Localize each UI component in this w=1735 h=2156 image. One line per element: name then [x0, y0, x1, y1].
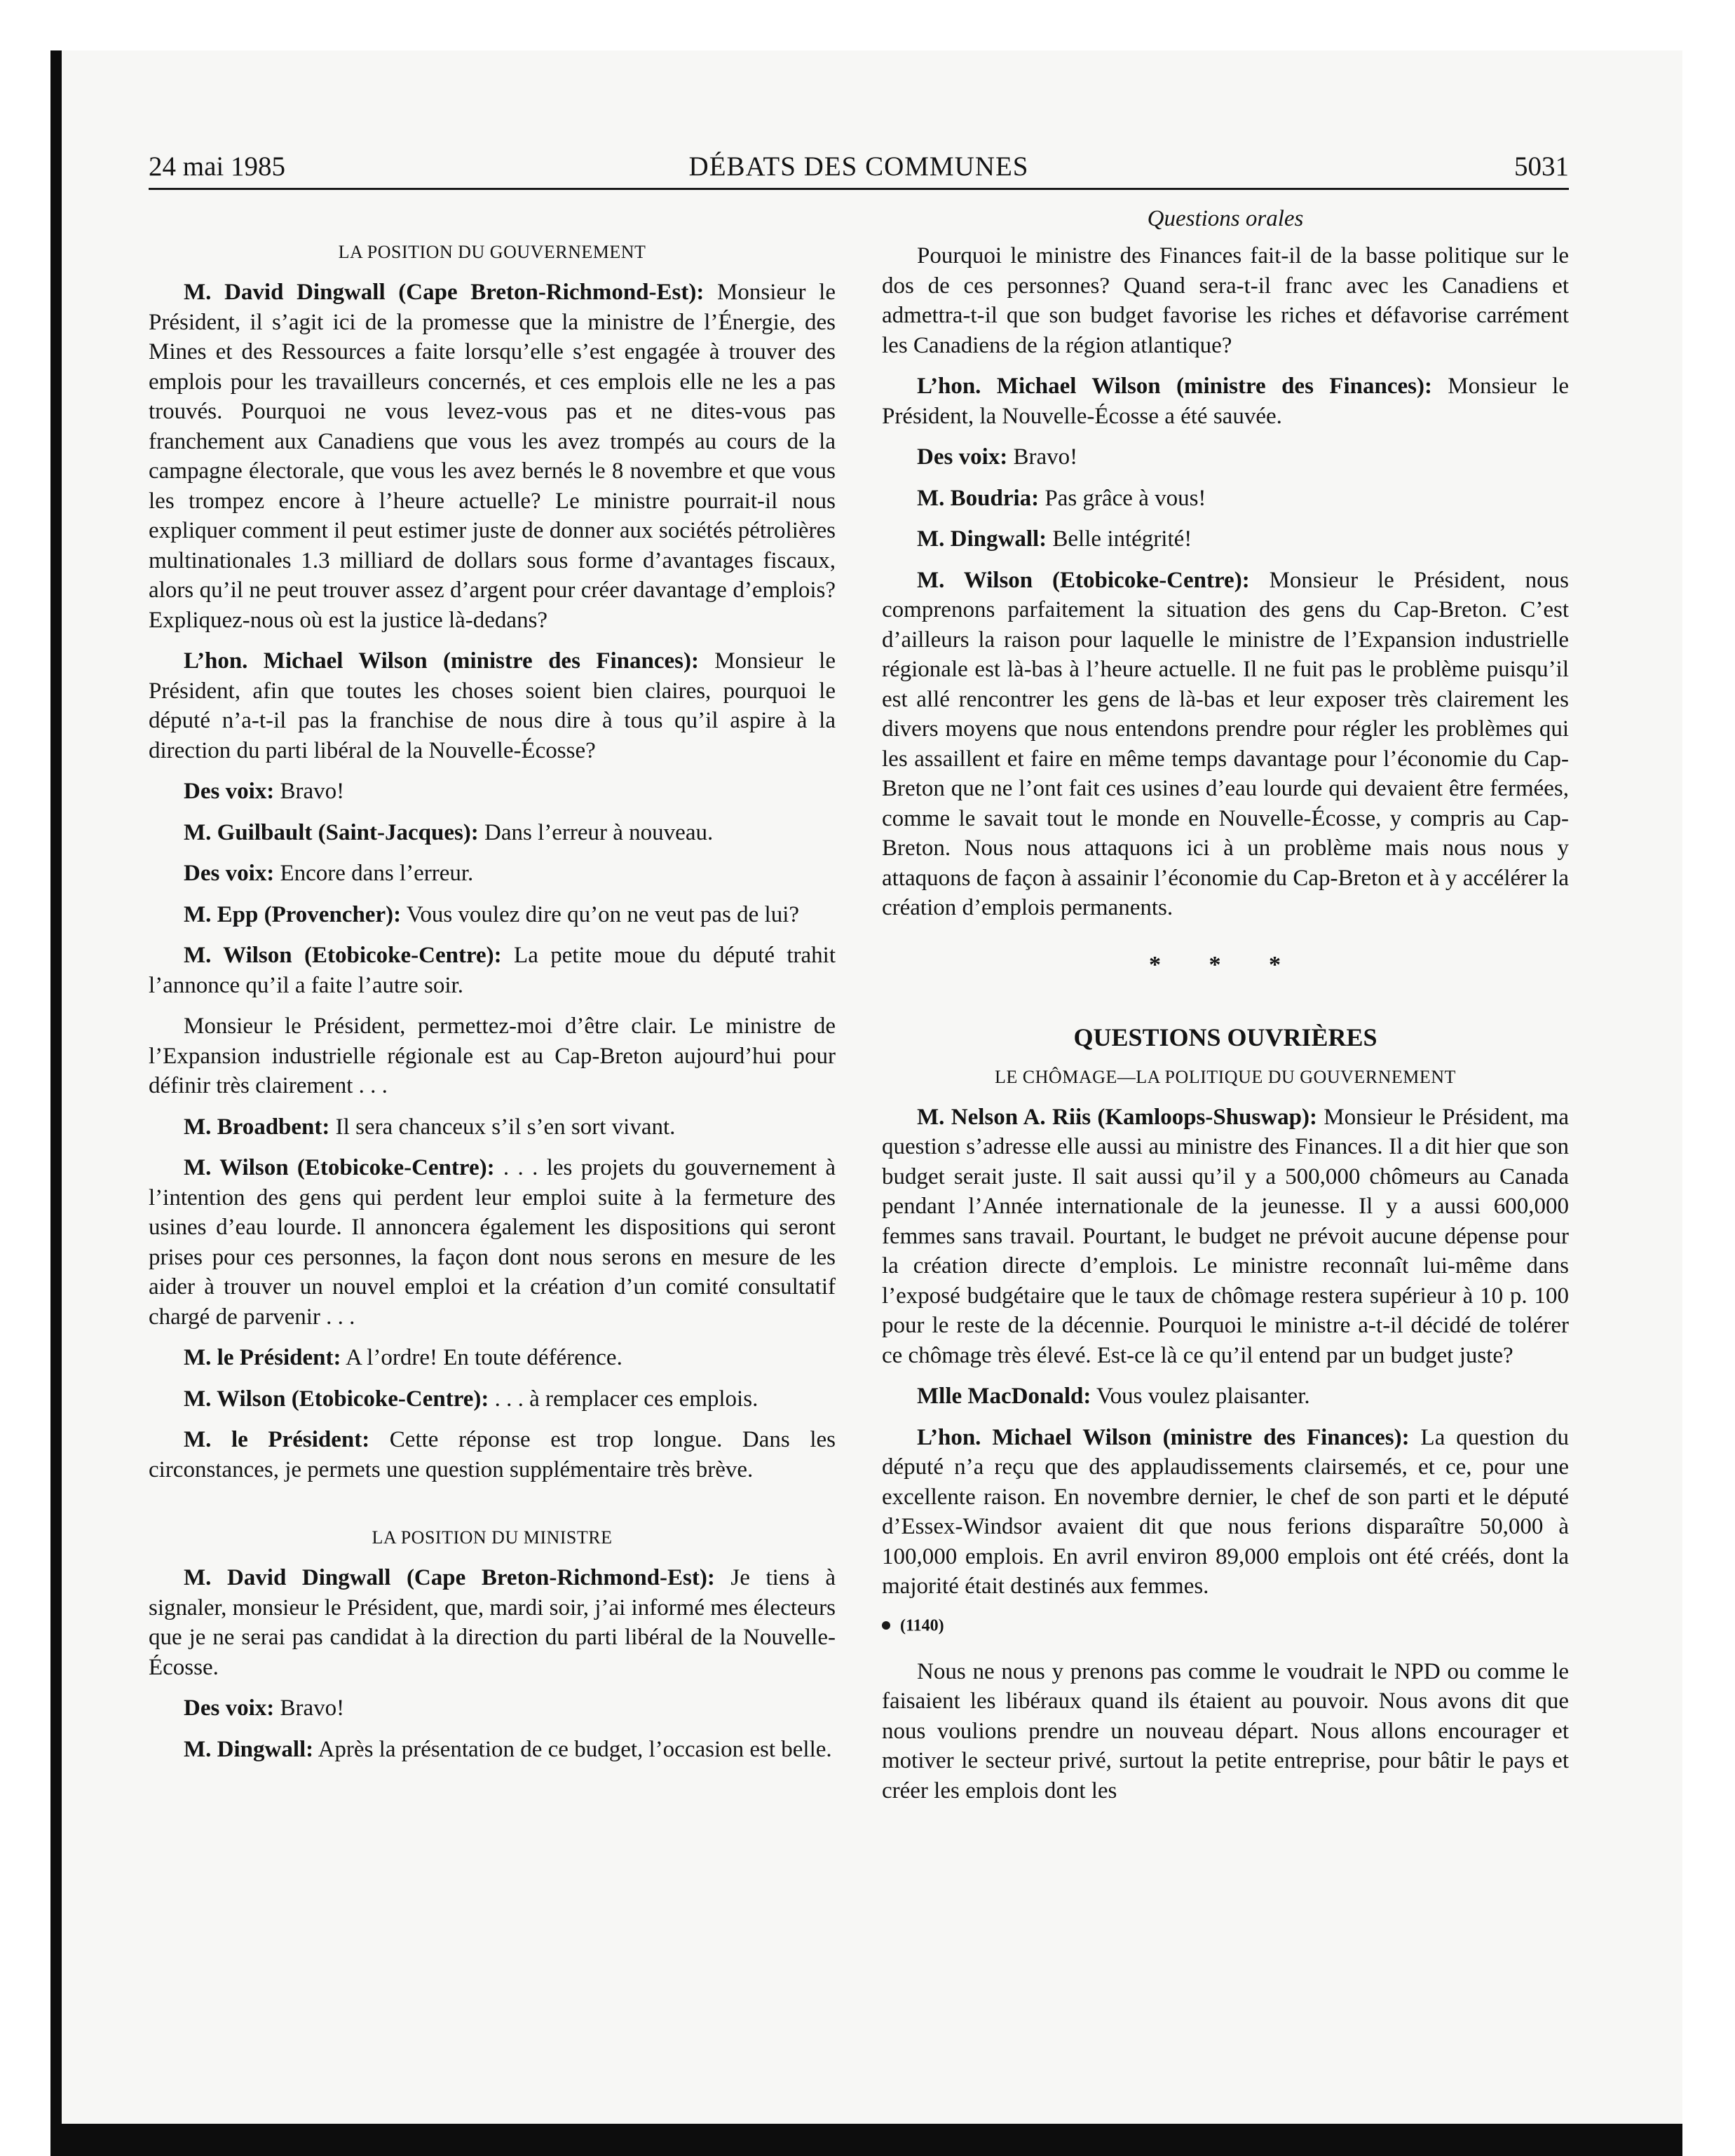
- time-marker-code: (1140): [900, 1616, 944, 1635]
- right-speeches-group-2: [882, 1103, 1569, 1602]
- speech-paragraph: [882, 524, 1569, 554]
- speaker-name: M. Nelson A. Riis (Kamloops-Shuswap):: [917, 1104, 1317, 1130]
- speaker-name: M. le Président:: [184, 1345, 341, 1370]
- speech-paragraph: [149, 646, 836, 765]
- speech-paragraph: [882, 1657, 1569, 1806]
- right-column: [882, 203, 1569, 1817]
- speech-text: La question du député n’a reçu que des applaudissements clairsemés, et ce, pour une excellente raison. En novembre dernier, le chef de son parti et le député d’Essex-Windsor avaient dit que nous ferions disparaître 50,000 à 100,000 emplois. En avril environ 89,000 emplois ont été créés, dont la majorité était destinés aux femmes.: [882, 1424, 1569, 1599]
- left-speeches-group-2: [149, 1563, 836, 1764]
- speech-text: Monsieur le Président, la Nouvelle-Écosse a été sauvée.: [882, 374, 1569, 429]
- speech-paragraph: [882, 442, 1569, 472]
- speaker-name: M. Boudria:: [917, 485, 1040, 511]
- speaker-name: M. Guilbault (Saint-Jacques):: [184, 819, 479, 845]
- speech-paragraph: [882, 1103, 1569, 1371]
- speech-paragraph: [149, 1735, 836, 1765]
- speech-text: Je tiens à signaler, monsieur le Président, que, mardi soir, j’ai informé mes électeurs que je ne serai pas candidat à la direction du parti libéral de la Nouvelle-Écosse.: [149, 1565, 836, 1680]
- section-separator-stars: * * *: [1149, 951, 1302, 978]
- section-title-questions-ouvrieres: QUESTIONS OUVRIÈRES: [1073, 1023, 1377, 1051]
- page-header: [149, 149, 1569, 190]
- speaker-name: Des voix:: [184, 861, 275, 886]
- speaker-name: M. le Président:: [184, 1427, 370, 1452]
- header-page-number: 5031: [1514, 151, 1569, 182]
- header-date: 24 mai 1985: [149, 151, 285, 182]
- speech-paragraph: [149, 859, 836, 889]
- speech-text: Monsieur le Président, permettez-moi d’être clair. Le ministre de l’Expansion industrielle régionale est au Cap-Breton aujourd’hui pour définir très clairement . . .: [149, 1014, 836, 1098]
- right-speeches-group-3: [882, 1657, 1569, 1806]
- speech-paragraph: [149, 278, 836, 635]
- speech-text: Monsieur le Président, il s’agit ici de la promesse que la ministre de l’Énergie, des Mines et des Ressources a faite lorsqu’elle s’est engagée à trouver des emplois pour les travailleurs concernés, et ces emplois elle ne les a pas trouvés. Pourquoi ne vous levez-vous pas et ne dites-vous pas franchement aux Canadiens que vous les avez trompés au cours de la campagne électorale, que vous les avez bernés le 8 novembre et que vous les trompez encore à l’heure actuelle? Le ministre pourrait-il nous expliquer comment il peut estimer juste de donner aux sociétés pétrolières multinationales 1.3 milliard de dollars sous forme d’avantages fiscaux, alors qu’il ne peut trouver assez d’argent pour créer davantage d’emplois? Expliquez-nous où est la justice là-dedans?: [149, 280, 836, 633]
- subhead-position-ministre: LA POSITION DU MINISTRE: [372, 1527, 613, 1548]
- speech-text: . . . les projets du gouvernement à l’intention des gens qui perdent leur emploi suite à la fermeture des usines d’eau lourde. Il annoncera également les dispositions qui seront prises pour ces personnes, la façon dont nous serons en mesure de les aider à trouver un nouvel emploi et la création d’un comité consultatif chargé de parvenir . . .: [149, 1155, 836, 1330]
- left-column: [149, 203, 836, 1775]
- speaker-name: M. David Dingwall (Cape Breton-Richmond-Est):: [184, 280, 705, 305]
- speech-text: La petite moue du député trahit l’annonce qu’il a faite l’autre soir.: [149, 943, 836, 998]
- speaker-name: M. Wilson (Etobicoke-Centre):: [184, 943, 502, 968]
- speech-text: Monsieur le Président, ma question s’adresse elle aussi au ministre des Finances. Il a dit hier que son budget serait juste. Il sait aussi qu’il y a 500,000 chômeurs au Canada pendant l’Année internationale de la jeunesse. Il y a aussi 600,000 femmes sans travail. Pourtant, le budget ne prévoit aucune dépense pour la création directe d’emplois. Le ministre reconnaît lui-même dans l’exposé budgétaire que le taux de chômage restera supérieur à 10 p. 100 pour le reste de la décennie. Pourquoi le ministre a-t-il décidé de tolérer ce chômage très élevé. Est-ce là ce qu’il entend par un budget juste?: [882, 1104, 1570, 1368]
- speaker-name: M. Wilson (Etobicoke-Centre):: [917, 567, 1250, 593]
- speech-text: . . . à remplacer ces emplois.: [489, 1386, 758, 1412]
- right-speeches-group-1: [882, 241, 1569, 923]
- scan-bottom-border: [50, 2124, 1682, 2156]
- speech-paragraph: [149, 1384, 836, 1414]
- speaker-name: Mlle MacDonald:: [917, 1384, 1091, 1409]
- speaker-name: M. Broadbent:: [184, 1114, 330, 1140]
- speech-text: Encore dans l’erreur.: [274, 861, 474, 886]
- speaker-name: M. Epp (Provencher):: [184, 901, 402, 927]
- speaker-name: Des voix:: [184, 779, 275, 804]
- subhead-chomage: LE CHÔMAGE—LA POLITIQUE DU GOUVERNEMENT: [995, 1066, 1456, 1087]
- speech-text: Pourquoi le ministre des Finances fait-il de la basse politique sur le dos de ces personnes? Quand sera-t-il franc avec les Canadiens et admettra-t-il que son budget favorise les riches et défavorise carrément les Canadiens de la région atlantique?: [882, 243, 1569, 358]
- speech-text: Nous ne nous y prenons pas comme le voudrait le NPD ou comme le faisaient les libéraux quand ils étaient au pouvoir. Nous avons dit que nous voulions prendre un nouveau départ. Nous allons encourager et motiver le secteur privé, surtout la petite entreprise, pour bâtir le pays et créer les emplois dont les: [882, 1658, 1569, 1803]
- time-marker: [882, 1614, 1569, 1636]
- speech-paragraph: [149, 1693, 836, 1724]
- speaker-name: M. Wilson (Etobicoke-Centre):: [184, 1386, 489, 1412]
- speech-text: Cette réponse est trop longue. Dans les circonstances, je permets une question supplémentaire très brève.: [149, 1427, 836, 1482]
- speech-text: Bravo!: [274, 779, 345, 804]
- speech-text: Après la présentation de ce budget, l’occasion est belle.: [313, 1736, 832, 1762]
- speech-text: A l’ordre! En toute déférence.: [341, 1345, 622, 1370]
- speech-paragraph: [149, 1425, 836, 1485]
- column-label-questions-orales: Questions orales: [1147, 206, 1304, 231]
- speech-paragraph: [882, 241, 1569, 360]
- speaker-name: M. David Dingwall (Cape Breton-Richmond-Est):: [184, 1565, 715, 1590]
- speech-text: Il sera chanceux s’il s’en sort vivant.: [329, 1114, 676, 1140]
- speech-text: Belle intégrité!: [1047, 526, 1192, 552]
- speech-paragraph: [882, 566, 1569, 923]
- bullet-icon: [882, 1621, 890, 1630]
- speech-text: Dans l’erreur à nouveau.: [478, 819, 714, 845]
- speech-paragraph: [149, 1343, 836, 1373]
- header-journal-title: DÉBATS DES COMMUNES: [688, 151, 1029, 182]
- scan-left-border: [50, 50, 62, 2127]
- speech-paragraph: [149, 1563, 836, 1682]
- speech-paragraph: [882, 1423, 1569, 1602]
- left-speeches-group-1: [149, 278, 836, 1485]
- subhead-position-gouvernement: LA POSITION DU GOUVERNEMENT: [338, 242, 646, 262]
- speech-text: Pas grâce à vous!: [1039, 485, 1206, 511]
- speech-paragraph: [149, 1011, 836, 1101]
- speech-text: Monsieur le Président, nous comprenons parfaitement la situation des gens du Cap-Breton. C’est d’ailleurs la raison pour laquelle le ministre de l’Expansion industrielle régionale est là-bas à l’heure actuelle. Il ne fuit pas le problème puisqu’il est allé rencontrer les gens de là-bas et leur exposer très clairement les divers moyens que nous entendons prendre pour régler les problèmes qui les assaillent et faire en même temps davantage pour l’économie du Cap-Breton que ne l’ont fait ces usines d’eau lourde qui devaient être fermées, comme le savait tout le monde en Nouvelle-Écosse, y compris au Cap-Breton. Nous nous attaquons ici à un problème mais nous nous y attaquons de façon à assainir l’économie du Cap-Breton et à y accélérer la création d’emplois permanents.: [882, 567, 1569, 920]
- speech-text: Monsieur le Président, afin que toutes les choses soient bien claires, pourquoi le député n’a-t-il pas la franchise de nous dire à tous qu’il aspire à la direction du parti libéral de la Nouvelle-Écosse?: [149, 648, 836, 763]
- speech-text: Vous voulez plaisanter.: [1091, 1384, 1310, 1409]
- speech-paragraph: [149, 818, 836, 848]
- speech-paragraph: [149, 777, 836, 807]
- speaker-name: L’hon. Michael Wilson (ministre des Finances):: [184, 648, 699, 674]
- speech-paragraph: [882, 484, 1569, 514]
- speech-paragraph: [882, 1381, 1569, 1412]
- speaker-name: M. Dingwall:: [917, 526, 1047, 552]
- speaker-name: M. Wilson (Etobicoke-Centre):: [184, 1155, 495, 1180]
- speech-text: Vous voulez dire qu’on ne veut pas de lui?: [401, 901, 800, 927]
- speaker-name: Des voix:: [917, 444, 1008, 470]
- speaker-name: Des voix:: [184, 1696, 275, 1721]
- speech-paragraph: [149, 1112, 836, 1142]
- speech-paragraph: [149, 941, 836, 1000]
- speech-text: Bravo!: [1007, 444, 1078, 470]
- speech-text: Bravo!: [274, 1696, 345, 1721]
- speech-paragraph: [149, 1153, 836, 1332]
- speaker-name: L’hon. Michael Wilson (ministre des Finances):: [917, 374, 1432, 399]
- speech-paragraph: [149, 900, 836, 930]
- speech-paragraph: [882, 371, 1569, 431]
- speaker-name: M. Dingwall:: [184, 1736, 314, 1762]
- speaker-name: L’hon. Michael Wilson (ministre des Finances):: [917, 1424, 1410, 1450]
